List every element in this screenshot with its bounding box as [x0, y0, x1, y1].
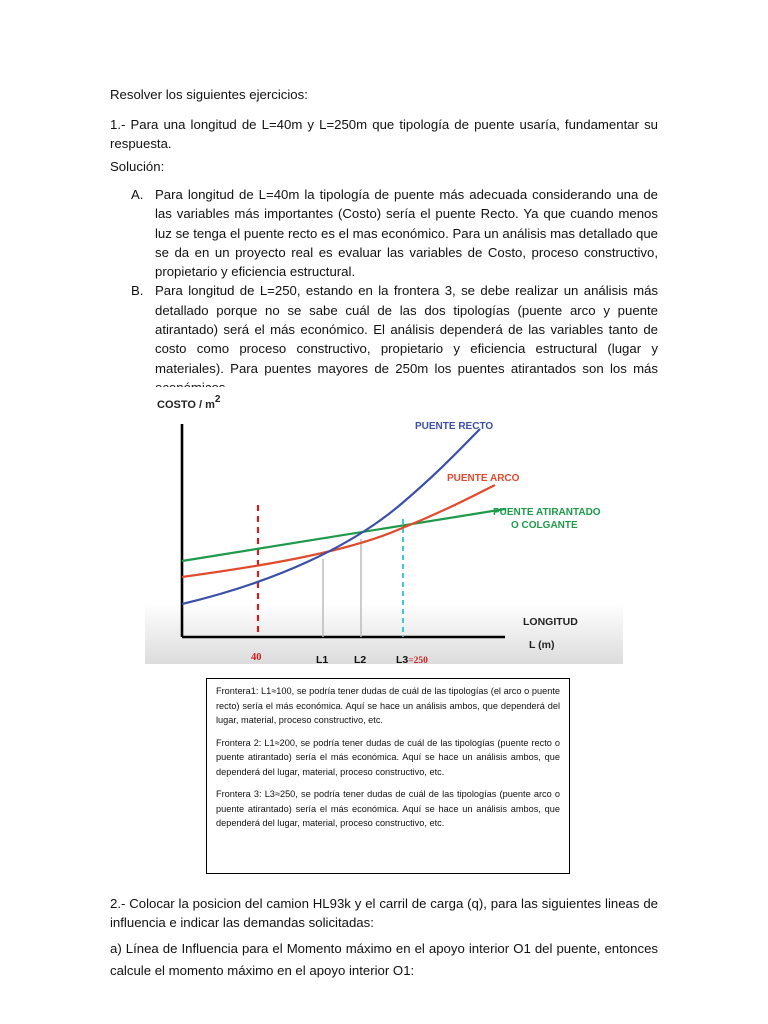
marker-l1-label: L1 [316, 654, 329, 664]
frontiers-box [206, 678, 570, 874]
legend-recto: PUENTE RECTO [415, 421, 494, 432]
x-axis-label-bottom: L (m) [529, 639, 555, 651]
marker-l2-label: L2 [354, 654, 367, 664]
legend-atirantado-line2: O COLGANTE [511, 520, 578, 531]
solution-label: Solución: [110, 159, 165, 174]
marker-l3-label [396, 654, 428, 664]
frontier-2-note: Frontera 2: L1≈200, se podría tener dudas de cuál de las tipologías (puente recto o puente atirantado) sería el más económica. Aquí se hace un análisis ambos, que dependerá del lugar, material, proceso constructivo, etc. [216, 737, 560, 777]
marker-40-label: 40 [251, 652, 262, 663]
answer-a-marker: A. [131, 187, 144, 202]
marker-l3-suffix: =250 [408, 656, 428, 664]
question-1: 1.- Para una longitud de L=40m y L=250m que tipología de puente usaría, fundamentar su respuesta. [110, 117, 658, 151]
y-axis-label-sup: 2 [214, 394, 221, 405]
answer-b-text: Para longitud de L=250, estando en la frontera 3, se debe realizar un análisis más detallado porque no se sabe cuál de las dos tipologías (puente arco y puente atirantado) será el más económico. El análisis dependerá de las variables tanto de costo como proceso constructivo, propietario y eficiencia estructural (lugar y materiales). Para puentes mayores de 250m los puentes atirantados son los más [155, 283, 658, 376]
legend-atirantado: PUENTE ATIRANTADO [493, 507, 601, 518]
answer-b-marker: B. [131, 283, 144, 299]
marker-l3-text: L3 [396, 654, 409, 664]
y-axis-label-main: COSTO / m [157, 399, 215, 411]
question-2a: a) Línea de Influencia para el Momento máximo en el apoyo interior O1 del puente, entonces calcule el momento máximo en el apoyo interior O1: [110, 941, 658, 978]
intro-text: Resolver los siguientes ejercicios: [110, 87, 308, 102]
answer-list [131, 185, 658, 397]
answer-a [131, 185, 658, 281]
legend-arco: PUENTE ARCO [447, 473, 520, 484]
answer-b [131, 281, 658, 397]
cost-length-chart [145, 387, 623, 664]
x-axis-label-top: LONGITUD [523, 616, 578, 628]
frontier-3-note: Frontera 3: L3≈250, se podría tener dudas de cuál de las tipologías (puente arco o puente atirantado) sería el más económica. Aquí se hace un análisis ambos, que dependerá del lugar, material, proceso constructivo, etc. [216, 789, 560, 828]
question-2: 2.- Colocar la posicion del camion HL93k y el carril de carga (q), para las siguientes lineas de influencia e indicar las demandas solicitadas: [110, 896, 658, 930]
frontier-1-note: Frontera1: L1≈100, se podría tener dudas de cuál de las tipologías (el arco o puente recto) sería el más económica. Aquí se hace un análisis ambos, que dependerá del lugar, material, proceso constructivo, etc. [216, 686, 560, 725]
answer-a-text: Para longitud de L=40m la tipología de puente más adecuada considerando una de las variables más importantes (Costo) sería el puente Recto. Ya que cuando menos luz se tenga el puente recto es el mas económico. Para un análisis mas detallado que se da en un proyecto real es evaluar las variables de Costo, proceso constructivo, propietario y eficiencia estructural. [155, 187, 658, 280]
